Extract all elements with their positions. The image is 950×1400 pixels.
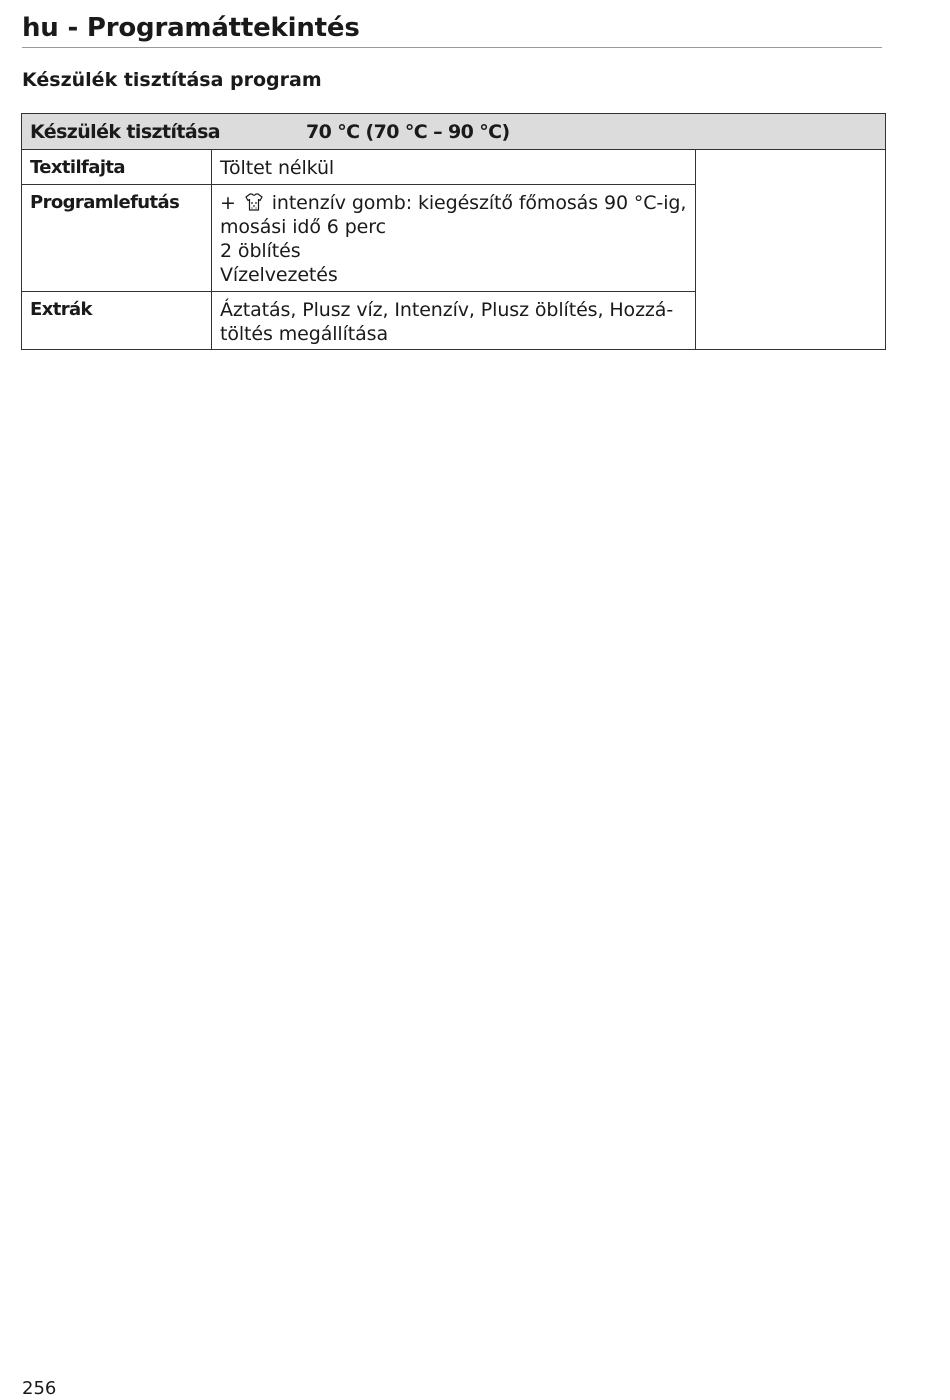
row-value (220, 191, 696, 287)
plus-sign: + (220, 192, 242, 214)
value-line-first (220, 191, 696, 215)
page-number: 256 (22, 1378, 57, 1399)
row-divider (22, 291, 696, 292)
row-label: Extrák (30, 299, 92, 320)
page-title: hu - Programáttekintés (22, 13, 360, 43)
table-header-row (22, 114, 885, 150)
row-value (220, 298, 696, 346)
row-divider (22, 184, 696, 185)
value-line: Töltet nélkül (220, 157, 335, 179)
value-line: töltés megállítása (220, 323, 389, 345)
value-line: Vízelvezetés (220, 264, 338, 286)
column-divider-left (211, 150, 212, 349)
intensive-button-text: intenzív gomb: kiegészítő főmosás 90 °C-ig, (265, 192, 687, 214)
value-line: Áztatás, Plusz víz, Intenzív, Plusz öblítés, Hozzá- (220, 299, 674, 321)
program-table (21, 113, 886, 350)
value-line: mosási idő 6 perc (220, 216, 386, 238)
shirt-icon (244, 192, 264, 212)
page-header (22, 10, 882, 48)
program-name: Készülék tisztítása (30, 121, 221, 143)
row-value (220, 156, 696, 180)
row-label: Programlefutás (30, 192, 180, 213)
section-title: Készülék tisztítása program (22, 69, 322, 91)
value-line: 2 öblítés (220, 240, 301, 262)
program-temperature: 70 °C (70 °C – 90 °C) (306, 121, 510, 143)
row-label: Textilfajta (30, 157, 125, 178)
